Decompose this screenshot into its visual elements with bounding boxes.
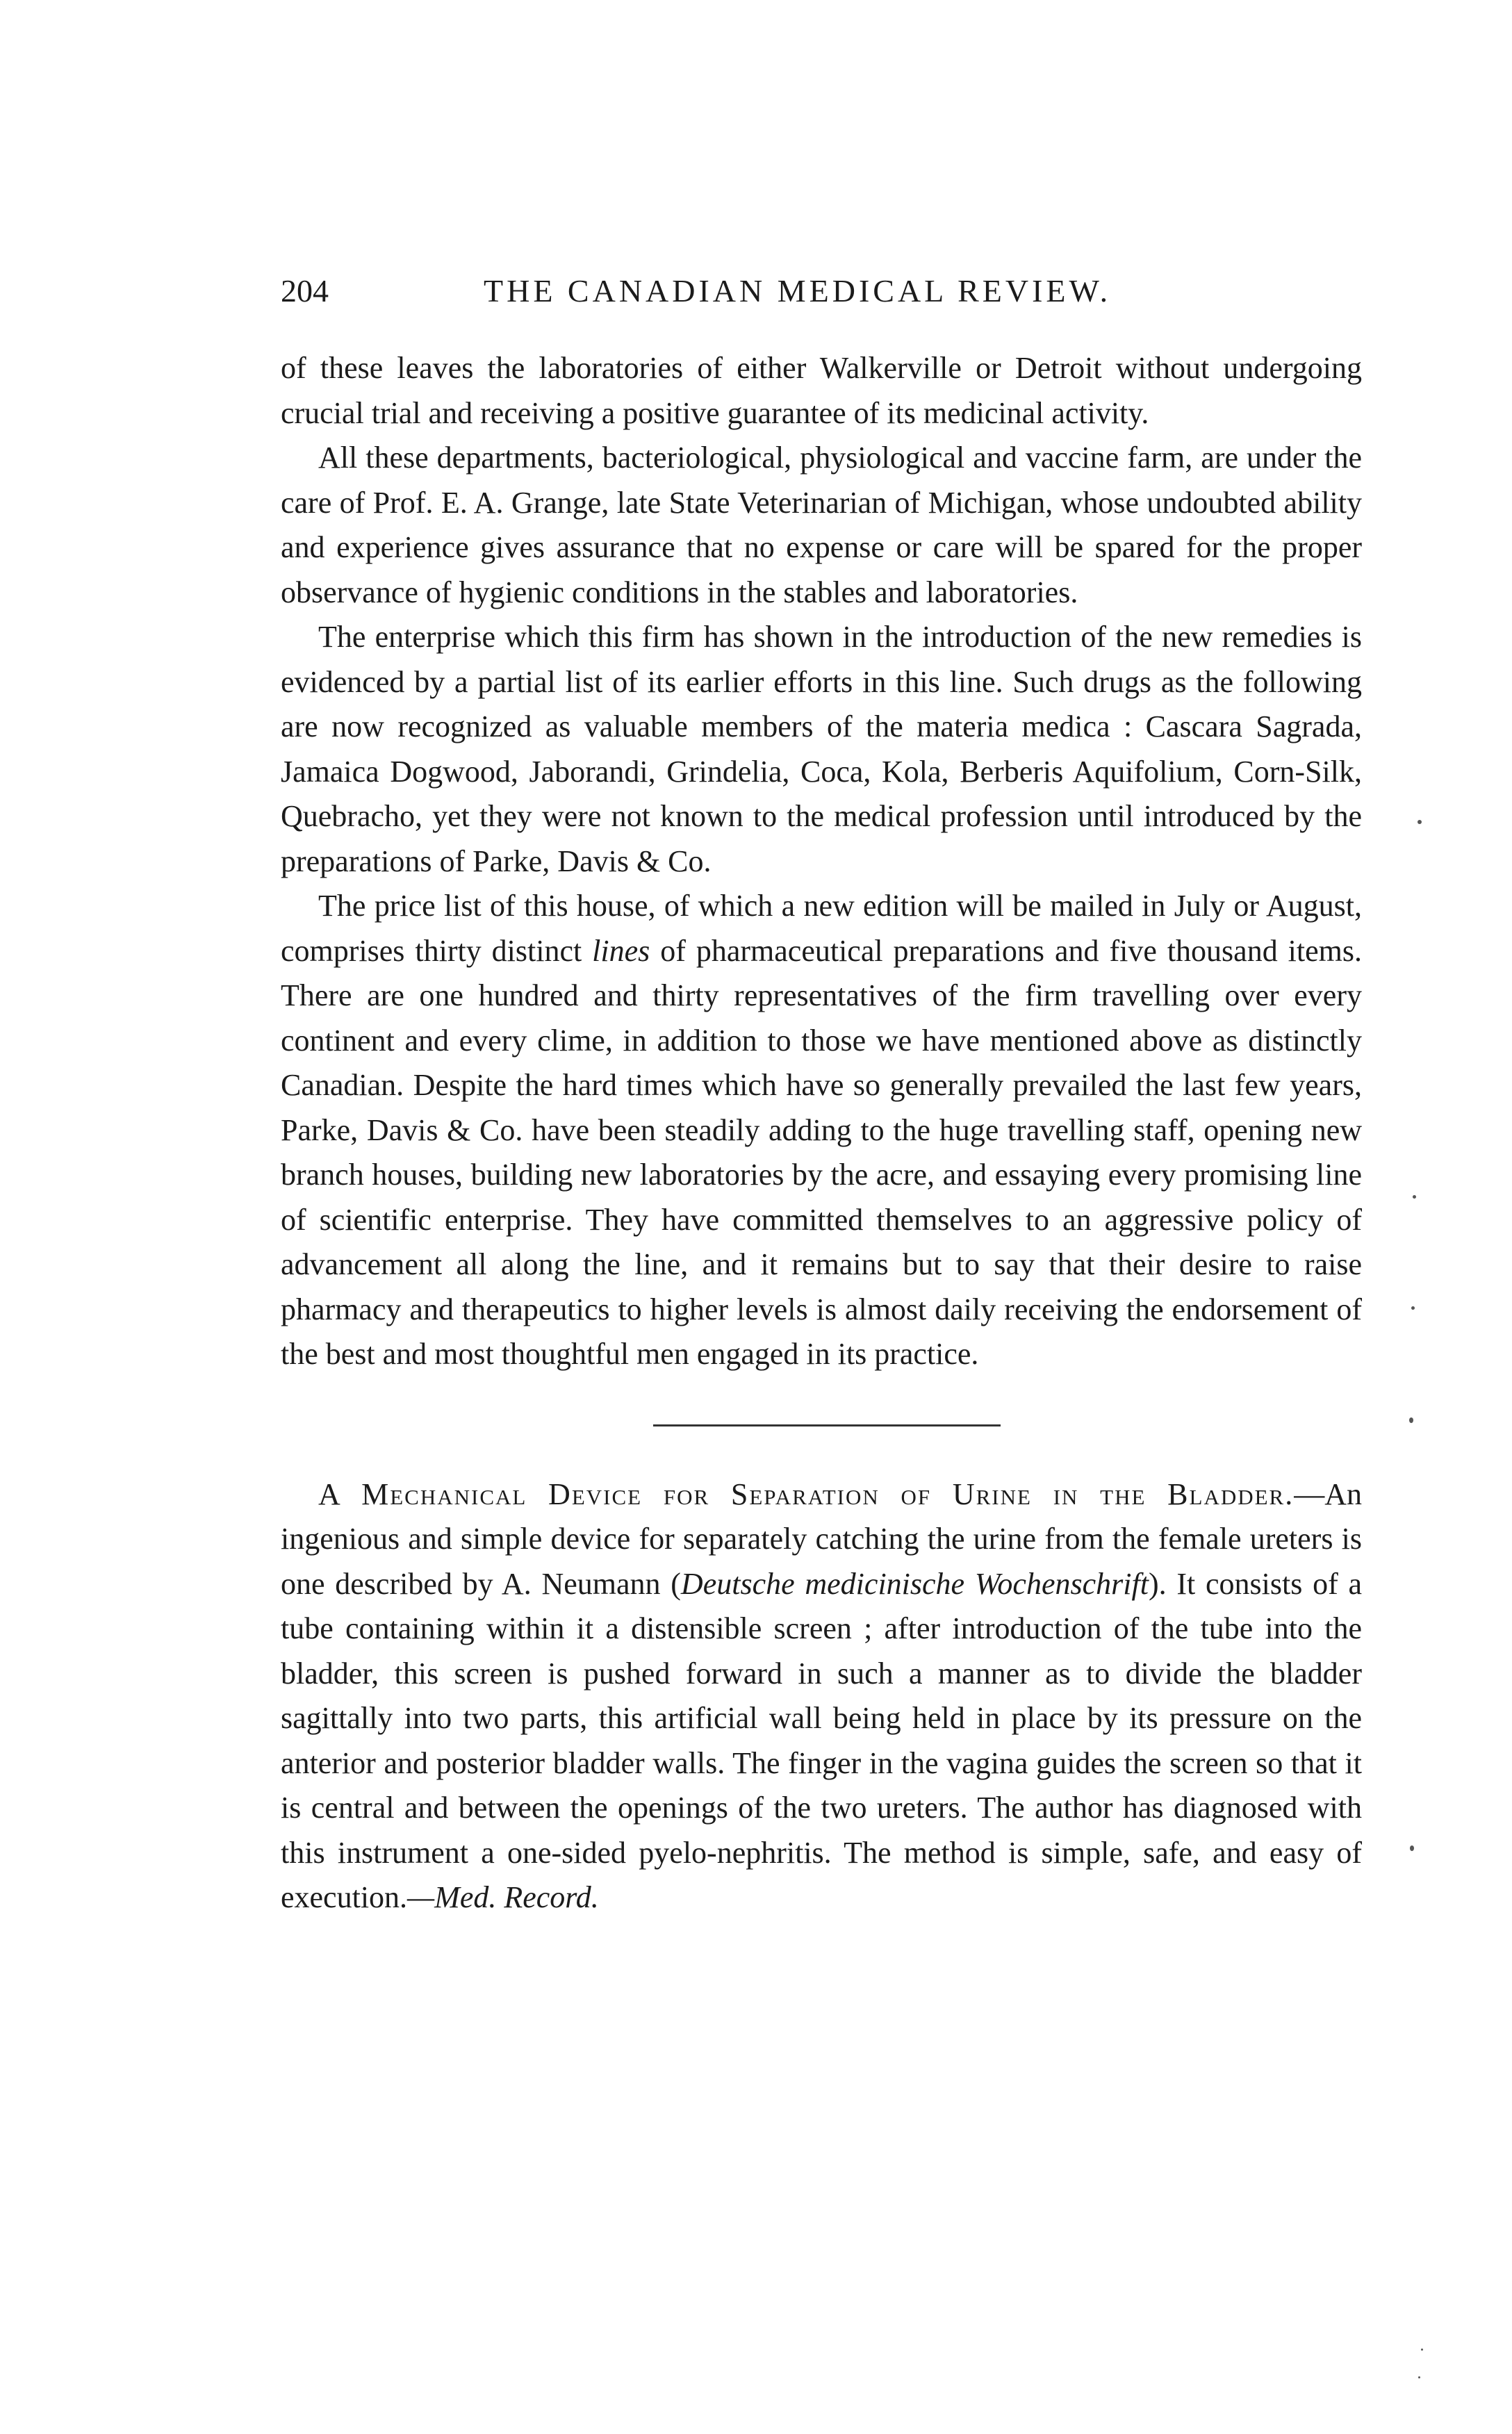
price-list-text-end: of pharmaceutical preparations and five thousand items. There are one hundred and thirty representatives of the firm travelling over every continent and every clime, in addition to those we have mentioned above as distinctly Canadian. Despite the hard times which have so generally prevailed the last few years, Parke, Davis & Co. have been steadily adding to the huge travelling staff, opening new branch houses, building new laboratories by the acre, and essaying every promising line of scientific enterprise. They have committed themselves to an aggressive policy of advancement all along the line, and it remains but to say that their desire to raise pharmacy and therapeutics to higher levels is almost daily receiving the endorsement of the best and most thoughtful men engaged in its practice.: [281, 933, 1362, 1371]
scan-speck: [1418, 820, 1422, 824]
price-list-text-start: The price list of this house, of which a new edition will be mailed in July or August, comprises thirty distinct: [281, 889, 1362, 968]
scan-speck: [1410, 1845, 1414, 1851]
article-title: A Mechanical Device for Separation of Urine in the Bladder.: [318, 1477, 1295, 1511]
paragraph-departments: All these departments, bacteriological, physiological and vaccine farm, are under the care of Prof. E. A. Grange, late State Veterinarian of Michigan, whose undoubted ability and experience gives assurance that no expense or care will be spared for the proper observance of hygienic conditions in the stables and laboratories.: [281, 441, 1362, 609]
article-source: —Med. Record.: [407, 1880, 599, 1914]
paragraph-price-list: [281, 884, 1362, 1377]
article-text-start: —An ingenious and simple device for separately catching the urine from the female ureters is one described by A. Neumann (: [281, 1477, 1362, 1601]
running-title: THE CANADIAN MEDICAL REVIEW.: [484, 273, 1112, 309]
scan-speck: [1418, 2376, 1420, 2378]
body-text: [281, 346, 1362, 1921]
scan-speck: [1409, 1417, 1413, 1423]
scan-speck: [1413, 1195, 1416, 1199]
article-paragraph: [281, 1472, 1362, 1921]
paragraph-enterprise: The enterprise which this firm has shown in the introduction of the new remedies is evidenced by a partial list of its earlier efforts in this line. Such drugs as the following are now recognized as valuable members of the materia medica : Cascara Sagrada, Jamaica Dogwood, Jaborandi, Grindelia, Coca, Kola, Berberis Aquifolium, Corn-Silk, Quebracho, yet they were not known to the medical profession until introduced by the preparations of Parke, Davis & Co.: [281, 620, 1362, 878]
section-divider: [653, 1424, 1001, 1426]
lines-italic: lines: [592, 933, 650, 968]
scan-speck: [1411, 1306, 1415, 1310]
scan-speck: [1421, 2349, 1423, 2351]
journal-title: Deutsche medicinische Wochenschrift: [680, 1566, 1149, 1601]
page-number: 204: [281, 273, 329, 309]
article-text-end: ). It consists of a tube containing within it a distensible screen ; after introduction of the tube into the bladder, this screen is pushed forward in such a manner as to divide the bladder sagittally into two parts, this artificial wall being held in place by its pressure on the anterior and posterior bladder walls. The finger in the vagina guides the screen so that it is central and between the openings of the two ureters. The author has diagnosed with this instrument a one-sided pyelo-nephritis. The method is simple, safe, and easy of execution.: [281, 1566, 1363, 1914]
page-header: [281, 272, 1362, 314]
paragraph-laboratories: of these leaves the laboratories of either Walkerville or Detroit without undergoing crucial trial and receiving a positive guarantee of its medicinal activity.: [281, 351, 1362, 430]
scan-margin-marks: [1359, 0, 1512, 2434]
